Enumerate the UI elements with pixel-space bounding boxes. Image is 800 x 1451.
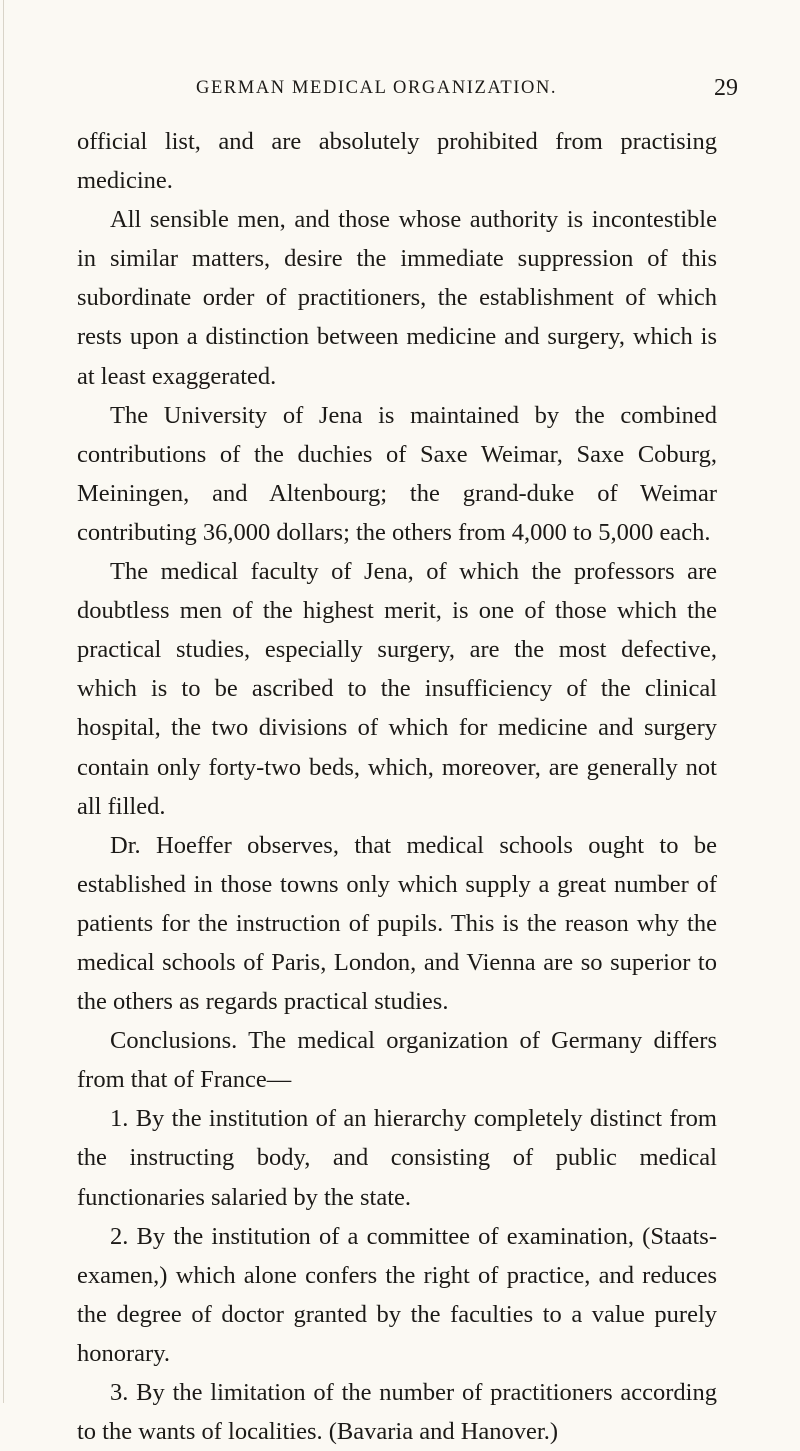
page-number: 29: [714, 75, 738, 101]
list-item: 2. By the institution of a committee of examination, (Staats-examen,) which alone confers the right of practice, and reduces the degree of doctor granted by the faculties to a value purely honorary.: [77, 1222, 717, 1367]
paragraph: Conclusions. The medical organization of Germany differs from that of France—: [77, 1027, 717, 1094]
paragraph: The University of Jena is maintained by the combined contributions of the duchies of Saxe Weimar, Saxe Coburg, Meiningen, and Altenbourg; the grand-duke of Weimar contributing 36,000 dollars; the others from 4,000 to 5,000 each.: [77, 401, 717, 546]
list-item: 1. By the institution of an hierarchy completely distinct from the instructing body, and consisting of public medical functionaries salaried by the state.: [77, 1105, 717, 1211]
page-header: [196, 75, 738, 108]
running-title: GERMAN MEDICAL ORGANIZATION.: [196, 78, 558, 98]
page-body: [77, 122, 717, 1451]
paragraph: The medical faculty of Jena, of which the professors are doubtless men of the highest merit, is one of those which the practical studies, especially surgery, are the most defective, which is to be ascribed to the insufficiency of the clinical hospital, the two divisions of which for medicine and surgery contain only forty-two beds, which, moreover, are generally not all filled.: [77, 558, 717, 820]
paragraph: official list, and are absolutely prohibited from practising medicine.: [77, 128, 717, 195]
page-edge: [3, 0, 4, 1403]
paragraph: Dr. Hoeffer observes, that medical schools ought to be established in those towns only which supply a great number of patients for the instruction of pupils. This is the reason why the medical schools of Paris, London, and Vienna are so superior to the others as regards practical studies.: [77, 831, 717, 1016]
paragraph: All sensible men, and those whose authority is incontestible in similar matters, desire the immediate suppression of this subordinate order of practitioners, the establishment of which rests upon a distinction between medicine and surgery, which is at least exaggerated.: [77, 206, 717, 390]
list-item: 3. By the limitation of the number of practitioners according to the wants of localities. (Bavaria and Hanover.): [77, 1379, 717, 1446]
